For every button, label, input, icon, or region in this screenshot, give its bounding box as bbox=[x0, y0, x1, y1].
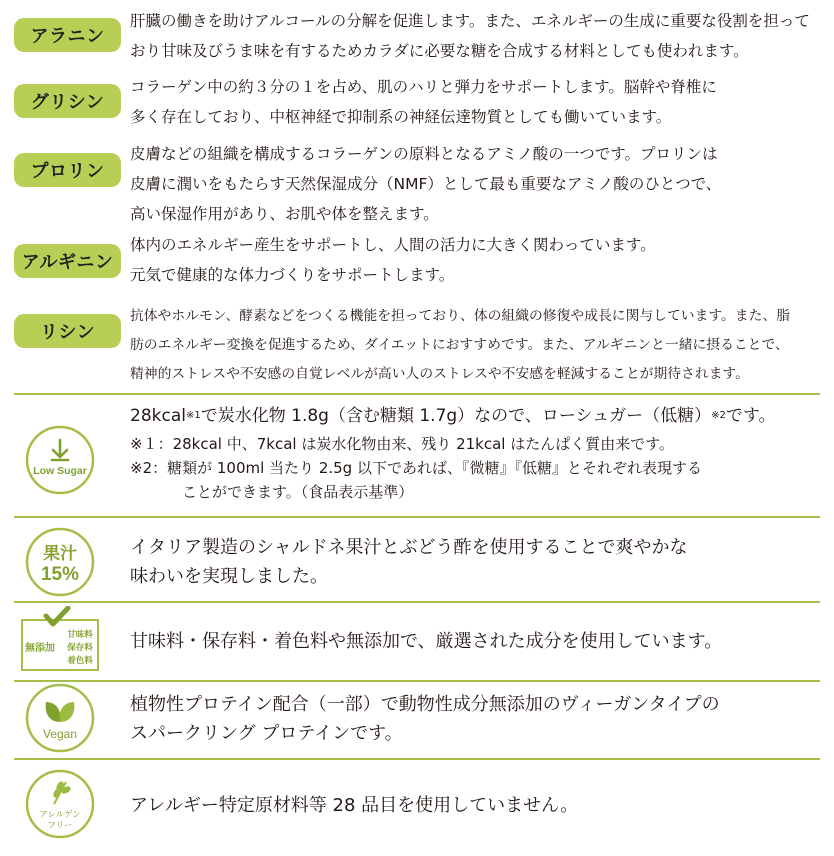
amino-description: 体内のエネルギー産生をサポートし、人間の活力に大きく関わっています。 元気で健康的な体力づくりをサポートします。 bbox=[130, 236, 656, 284]
section-divider bbox=[14, 680, 820, 682]
juice-icon-line2: 15% bbox=[40, 564, 80, 585]
section-divider bbox=[14, 516, 820, 518]
footnote-ref-2: ※2 bbox=[711, 410, 726, 421]
juice-text: イタリア製造のシャルドネ果汁とぶどう酢を使用することで爽やかな 味わいを実現しました。 bbox=[130, 537, 688, 587]
amino-name-badge: プロリン bbox=[14, 153, 121, 187]
headline-body: で炭水化物 1.8g（含む糖類 1.7g）なので、ローシュガー（低糖） bbox=[200, 406, 712, 426]
footnote-2-continued: ことができます。（食品表示基準） bbox=[182, 483, 414, 501]
amino-name-badge: グリシン bbox=[14, 84, 121, 118]
amino-description: コラーゲン中の約３分の１を占め、肌のハリと弾力をサポートします。脳幹や脊椎に 多く存在しており、中枢神経で抑制系の神経伝達物質としても働いています。 bbox=[130, 78, 717, 126]
vegan-text: 植物性プロテイン配合（一部）で動物性成分無添加のヴィーガンタイプの スパークリング プロテインです。 bbox=[130, 694, 720, 744]
section-divider bbox=[14, 393, 820, 395]
headline-kcal: 28kcal bbox=[130, 406, 186, 426]
section-divider bbox=[14, 758, 820, 760]
additive-free-text: 甘味料・保存料・着色料や無添加で、厳選された成分を使用しています。 bbox=[130, 631, 723, 652]
low-sugar-icon bbox=[24, 424, 96, 496]
low-sugar-block bbox=[130, 404, 820, 504]
additive-free-icon bbox=[20, 606, 100, 678]
allergen-free-icon bbox=[24, 768, 96, 840]
low-sugar-headline bbox=[130, 404, 820, 428]
amino-description: 皮膚などの組織を構成するコラーゲンの原料となるアミノ酸の一つです。プロリンは 皮膚に潤いをもたらす天然保湿成分（NMF）として最も重要なアミノ酸のひとつで、 高い保湿作用があり、お肌や体を整えます。 bbox=[130, 145, 722, 223]
amino-description: 抗体やホルモン、酵素などをつくる機能を担っており、体の組織の修復や成長に関与しています。また、脂 肪のエネルギー変換を促進するため、ダイエットにおすすめです。また、アルギニンと一緒に摂ることで、 精神的ストレスや不安感の自覚レベルが高い人のストレスや不安感を軽減することが期待されます。 bbox=[130, 308, 791, 382]
amino-description: 肝臓の働きを助けアルコールの分解を促進します。また、エネルギーの生成に重要な役割を担って おり甘味及びうま味を有するためカラダに必要な糖を合成する材料としても使われます。 bbox=[130, 12, 810, 60]
footnote-ref-1: ※1 bbox=[185, 410, 201, 421]
allergen-free-text: アレルギー特定原材料等 28 品目を使用していません。 bbox=[130, 795, 579, 816]
footnote-1: ※１：28kcal 中、7kcal は炭水化物由来、残り 21kcal はたんぱく質由来です。 bbox=[130, 435, 675, 453]
vegan-icon-label: Vegan bbox=[42, 727, 78, 741]
vegan-icon bbox=[24, 682, 96, 754]
additive-free-icon-item: 着色料 bbox=[67, 656, 93, 666]
amino-name-badge: リシン bbox=[14, 314, 121, 348]
low-sugar-icon-label: Low Sugar bbox=[33, 465, 87, 477]
footnote-2: ※2：糖類が 100ml 当たり 2.5g 以下であれば、『微糖』『低糖』とそれぞれ表現する bbox=[130, 459, 702, 477]
allergen-free-icon-line2: フリー bbox=[47, 821, 73, 831]
additive-free-icon-item: 甘味料 bbox=[67, 630, 93, 640]
amino-name-badge: アルギニン bbox=[14, 244, 121, 278]
additive-free-icon-item: 保存料 bbox=[67, 643, 93, 653]
allergen-free-icon-line1: アレルゲン bbox=[39, 810, 81, 820]
additive-free-icon-main: 無添加 bbox=[25, 643, 55, 654]
juice-15-percent-icon bbox=[24, 526, 96, 598]
amino-name-badge: アラニン bbox=[14, 18, 121, 52]
section-divider bbox=[14, 601, 820, 603]
headline-end: です。 bbox=[725, 406, 776, 426]
juice-icon-line1: 果汁 bbox=[43, 544, 77, 564]
